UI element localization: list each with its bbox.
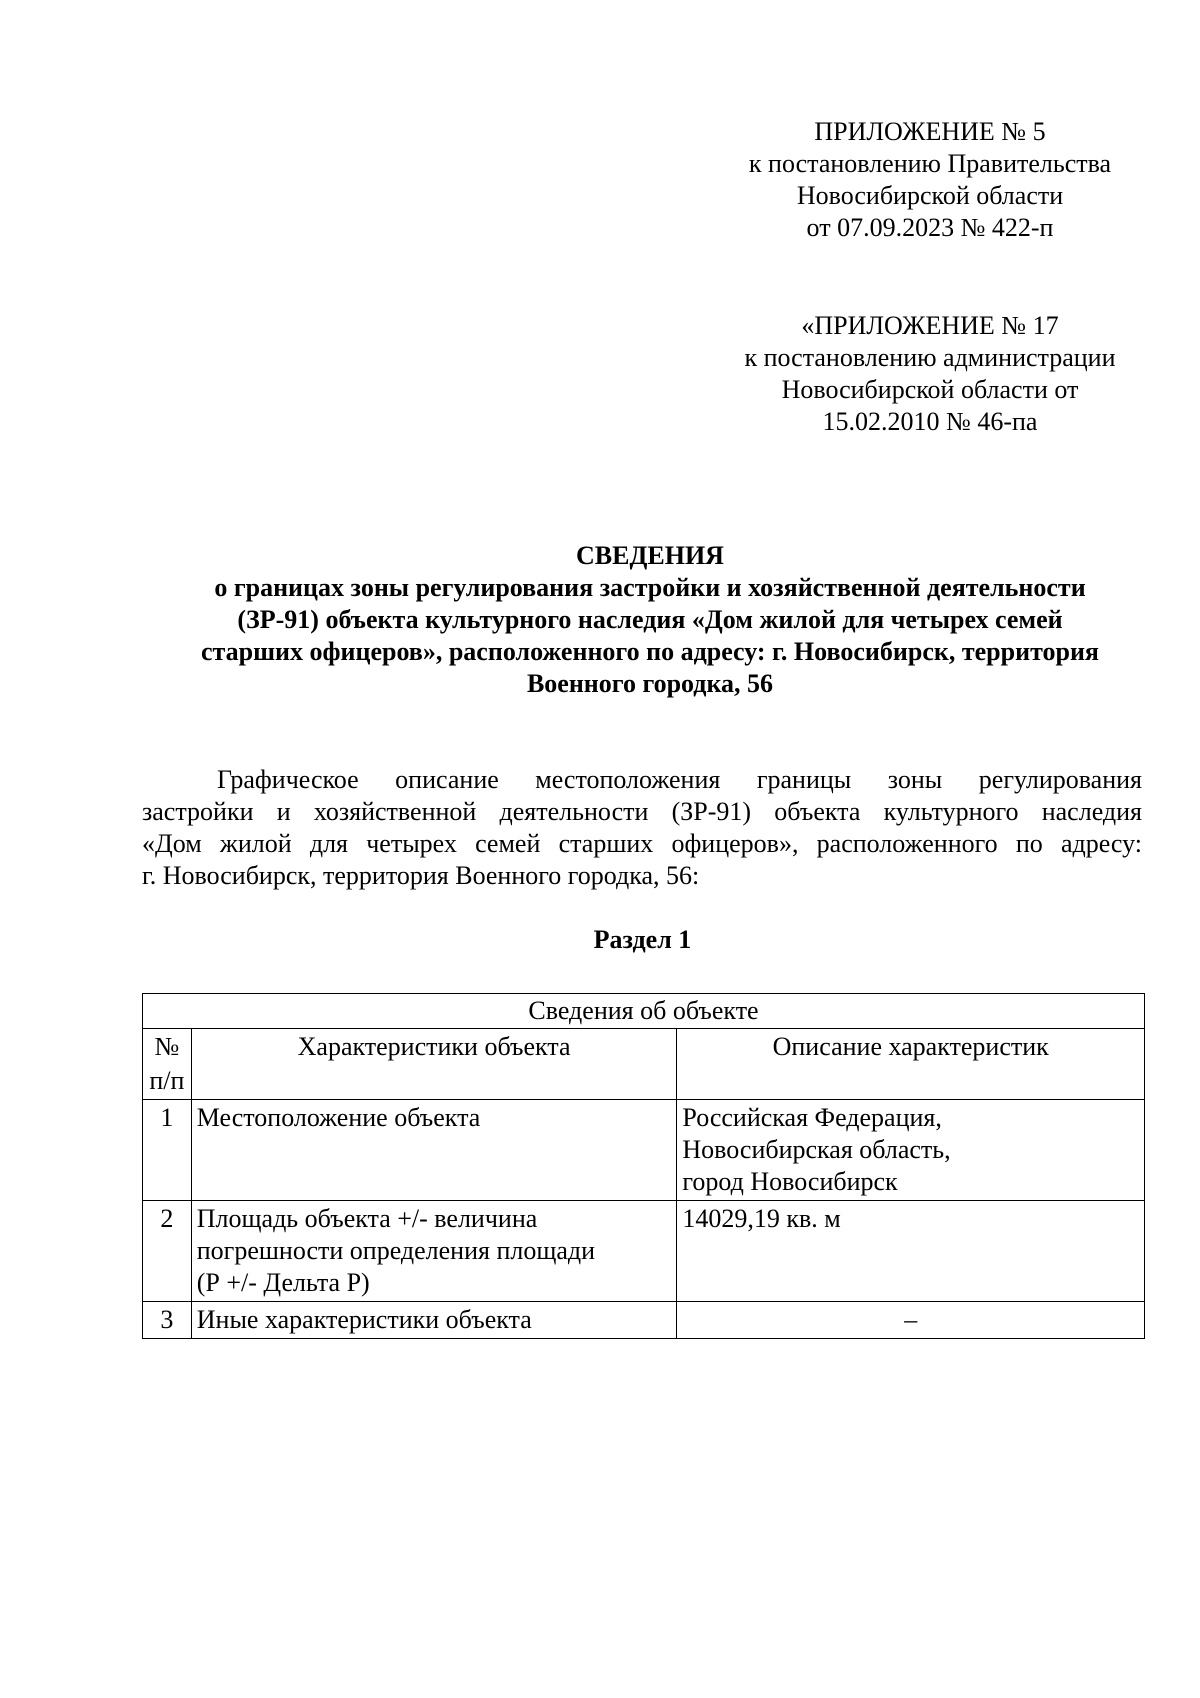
appendix-5-header: [730, 116, 1130, 244]
intro-line-1: Графическое описание местоположения границы зоны регулирования: [217, 765, 1142, 794]
header-number-abbr: п/п: [149, 1066, 185, 1095]
row-number: 1: [143, 1100, 192, 1201]
row-characteristic: [191, 1100, 677, 1201]
title-line-3: старших офицеров», расположенного по адресу: г. Новосибирск, территория: [200, 637, 1099, 666]
description-line: Российская Федерация,: [682, 1103, 942, 1132]
characteristic-line: Местоположение объекта: [196, 1103, 481, 1132]
characteristic-line: (Р +/- Дельта Р): [196, 1268, 370, 1297]
appendix-17-title: «ПРИЛОЖЕНИЕ № 17: [801, 311, 1059, 340]
header-number: [143, 1029, 192, 1100]
table-row: [143, 1201, 1145, 1302]
appendix-17-to-resolution: к постановлению администрации: [744, 343, 1116, 372]
description-line: 14029,19 кв. м: [682, 1204, 841, 1233]
description-line: Новосибирская область,: [682, 1135, 951, 1164]
row-number: 3: [143, 1302, 192, 1339]
header-number-symbol: №: [154, 1032, 180, 1061]
title-line-4: Военного городка, 56: [526, 669, 774, 698]
title-line-2: (ЗР-91) объекта культурного наследия «Дом жилой для четырех семей: [237, 605, 1063, 634]
row-characteristic: [191, 1302, 677, 1339]
appendix-5-date-number: от 07.09.2023 № 422-п: [806, 213, 1054, 242]
description-line: –: [904, 1305, 918, 1334]
table-caption: Сведения об объекте: [143, 994, 1145, 1029]
table-row: [143, 1302, 1145, 1339]
intro-paragraph: [142, 764, 1142, 892]
row-description: [677, 1302, 1145, 1339]
document-title: [140, 540, 1160, 700]
table-body: [143, 1100, 1145, 1339]
description-line: город Новосибирск: [682, 1167, 898, 1196]
appendix-17-region: Новосибирской области от: [781, 375, 1079, 404]
row-characteristic: [191, 1201, 677, 1302]
table-row: [143, 1100, 1145, 1201]
row-description: [677, 1100, 1145, 1201]
header-characteristics: Характеристики объекта: [191, 1029, 677, 1100]
characteristic-line: Иные характеристики объекта: [196, 1305, 532, 1334]
appendix-17-header: [730, 310, 1130, 438]
appendix-17-date-number: 15.02.2010 № 46-па: [822, 407, 1038, 436]
title-line-1: о границах зоны регулирования застройки и хозяйственной деятельности: [214, 573, 1086, 602]
appendix-5-to-resolution: к постановлению Правительства: [748, 149, 1112, 178]
characteristic-line: Площадь объекта +/- величина: [196, 1204, 538, 1233]
section-title: Раздел 1: [593, 925, 692, 954]
title-heading: СВЕДЕНИЯ: [576, 541, 724, 570]
table-header-row: [143, 1029, 1145, 1100]
header-description: Описание характеристик: [677, 1029, 1145, 1100]
appendix-5-region: Новосибирской области: [796, 181, 1064, 210]
row-number: 2: [143, 1201, 192, 1302]
table-caption-row: [143, 994, 1145, 1029]
intro-line-4: г. Новосибирск, территория Военного городка, 56:: [142, 861, 700, 890]
appendix-5-title: ПРИЛОЖЕНИЕ № 5: [814, 117, 1046, 146]
characteristic-line: погрешности определения площади: [196, 1236, 596, 1265]
intro-line-3: «Дом жилой для четырех семей старших офицеров», расположенного по адресу:: [142, 829, 1142, 858]
row-description: [677, 1201, 1145, 1302]
intro-line-2: застройки и хозяйственной деятельности (ЗР-91) объекта культурного наследия: [142, 797, 1142, 826]
object-info-table: [142, 993, 1145, 1339]
